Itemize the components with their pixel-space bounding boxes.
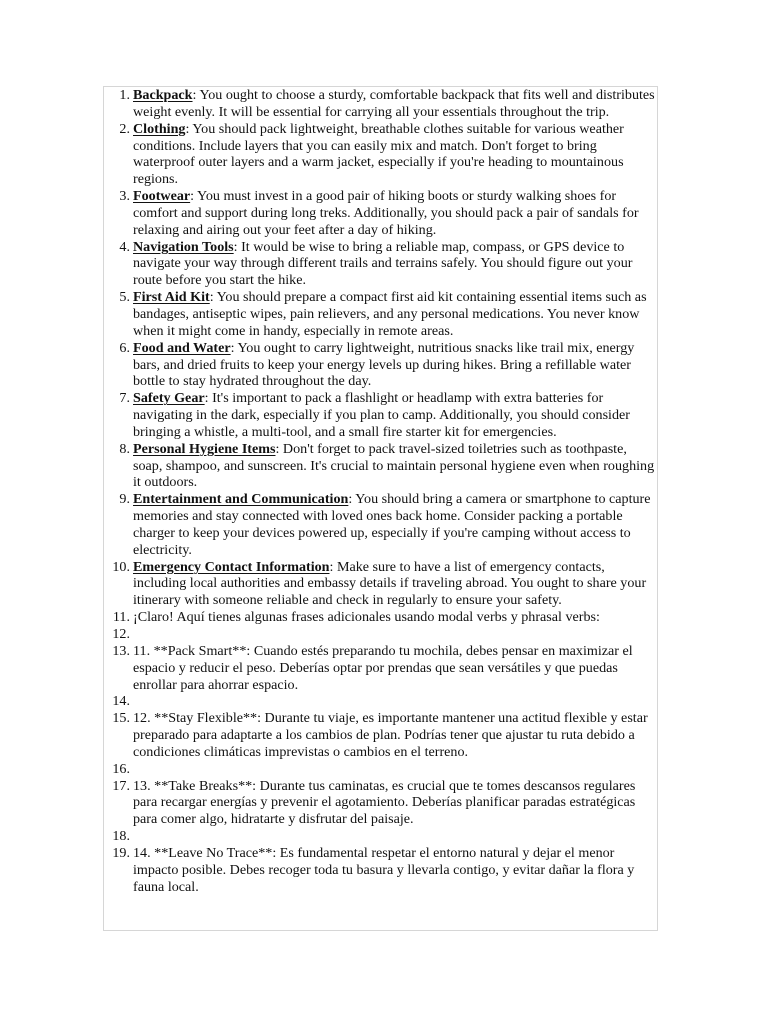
list-item [106, 845, 658, 896]
list-item [106, 188, 658, 239]
list-item-number: 13. [112, 642, 130, 659]
list-item [106, 609, 658, 626]
list-item [106, 778, 658, 829]
list-item [106, 559, 658, 610]
list-item-text: : You ought to carry lightweight, nutritious snacks like trail mix, energy bars, and dried fruits to keep your energy levels up during hikes. Bring a refillable water bottle to stay hydrated throughout the day. [133, 339, 635, 390]
list-item-term: First Aid Kit [133, 289, 210, 306]
list-item-text: : You should prepare a compact first aid kit containing essential items such as bandages, antiseptic wipes, pain relievers, and any personal medications. You never know when it might come in handy, especially in remote areas. [133, 289, 647, 339]
list-item [106, 828, 658, 845]
list-item-text: 11. **Pack Smart**: Cuando estés preparando tu mochila, debes pensar en maximizar el espacio y reducir el peso. Deberías optar por prendas que sean versátiles y que puedas enrollar para ahorrar espacio. [133, 642, 633, 693]
list-item-text: 13. **Take Breaks**: Durante tus caminatas, es crucial que te tomes descansos regulares para recargar energías y prevenir el agotamiento. Deberías planificar paradas estratégicas para comer algo, hidratarte y disfrutar del paisaje. [133, 777, 636, 828]
list-item-number: 4. [119, 238, 130, 255]
list-item [106, 289, 658, 340]
list-item [106, 121, 658, 188]
list-item-text: : Don't forget to pack travel-sized toiletries such as toothpaste, soap, shampoo, and sunscreen. It's crucial to maintain personal hygiene even when roughing it outdoors. [133, 440, 655, 491]
list-item-text: : You should bring a camera or smartphone to capture memories and stay connected with loved ones back home. Consider packing a portable charger to keep your devices powered up, especially if you're camping without access to electricity. [133, 491, 651, 558]
list-item-term: Navigation Tools [133, 238, 234, 255]
list-item-term: Footwear [133, 188, 191, 205]
list-item-text: : It's important to pack a flashlight or headlamp with extra batteries for navigating in the dark, especially if you plan to camp. Additionally, you should consider bringing a whistle, a multi-tool, and a small fire starter kit for emergencies. [133, 390, 630, 440]
list-item-term: Backpack [133, 87, 193, 103]
list-item-number: 16. [112, 760, 130, 777]
list-item [106, 340, 658, 391]
list-item-term: Safety Gear [133, 390, 205, 407]
list-item-number: 15. [112, 710, 130, 727]
list-item [106, 761, 658, 778]
list-item-text: 12. **Stay Flexible**: Durante tu viaje, es importante mantener una actitud flexible y estar preparado para adaptarte a los cambios de plan. Podrías tener que ajustar tu ruta debido a condiciones climáticas imprevistas o cambios en el terreno. [133, 710, 648, 760]
list-item [106, 693, 658, 710]
list-item-number: 2. [119, 120, 130, 137]
list-item-number: 3. [119, 188, 130, 205]
list-item-text: : Make sure to have a list of emergency contacts, including local authorities and embassy details if traveling abroad. You ought to share your itinerary with someone reliable and check in regularly to ensure your safety. [133, 558, 647, 609]
list-item-number: 9. [119, 491, 130, 508]
list-item [106, 710, 658, 761]
list-item-number: 7. [119, 390, 130, 407]
list-item [106, 87, 658, 121]
list-item-term: Clothing [133, 120, 186, 137]
list-item-term: Entertainment and Communication [133, 491, 349, 508]
list-item-text: : You ought to choose a sturdy, comfortable backpack that fits well and distributes weight evenly. It will be essential for carrying all your essentials throughout the trip. [133, 87, 655, 120]
list-item [106, 239, 658, 290]
list-item [106, 643, 658, 694]
list-item-term: Emergency Contact Information [133, 558, 330, 575]
list-item-text: : It would be wise to bring a reliable map, compass, or GPS device to navigate your way through different trails and terrains safely. You should figure out your route before you start the hike. [133, 238, 633, 289]
list-item-number: 11. [112, 609, 130, 626]
list-item-number: 8. [119, 440, 130, 457]
list-item-number: 1. [119, 87, 130, 103]
list-item-text: : You should pack lightweight, breathable clothes suitable for various weather conditions. Include layers that you can easily mix and match. Don't forget to bring waterproof outer layers and a warm jacket, especially if you're heading to mountainous regions. [133, 120, 624, 188]
list-item [106, 390, 658, 441]
list-item-text: 14. **Leave No Trace**: Es fundamental respetar el entorno natural y dejar el menor impacto posible. Debes recoger toda tu basura y llevarla contigo, y evitar dañar la flora y fauna local. [133, 844, 635, 895]
list-item-text: ¡Claro! Aquí tienes algunas frases adicionales usando modal verbs y phrasal verbs: [133, 609, 600, 626]
list-item [106, 441, 658, 492]
list-item [106, 626, 658, 643]
list-item-number: 17. [112, 777, 130, 794]
list-item-number: 10. [112, 558, 130, 575]
document-list [106, 87, 658, 896]
list-item-number: 19. [112, 844, 130, 861]
list-item-term: Personal Hygiene Items [133, 440, 276, 457]
list-item-number: 5. [119, 289, 130, 306]
list-item [106, 491, 658, 558]
list-item-number: 12. [112, 626, 130, 642]
list-item-number: 18. [112, 828, 130, 845]
list-item-number: 14. [112, 693, 130, 710]
list-item-text: : You must invest in a good pair of hiking boots or sturdy walking shoes for comfort and support during long treks. Additionally, you should pack a pair of sandals for relaxing and airing out your feet after a day of hiking. [133, 188, 639, 238]
list-item-number: 6. [119, 339, 130, 356]
list-item-term: Food and Water [133, 339, 231, 356]
